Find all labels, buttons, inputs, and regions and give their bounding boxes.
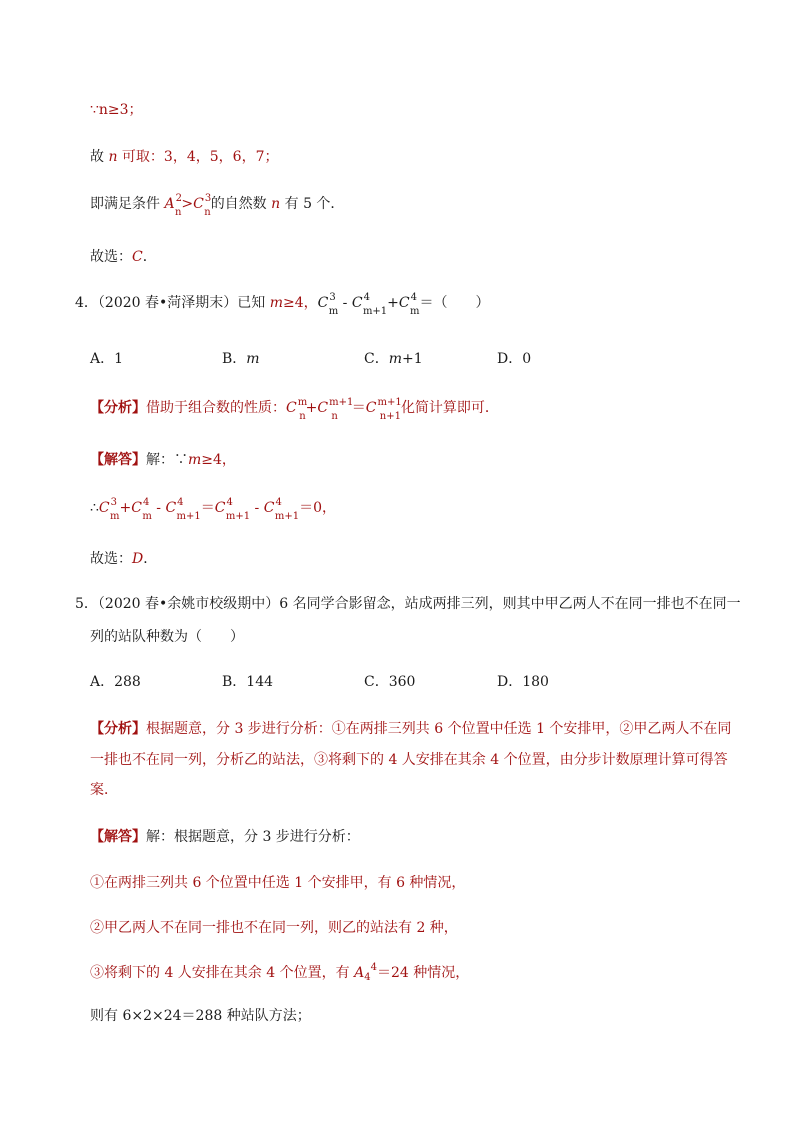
q4-answer [90,449,236,471]
op: - [338,295,352,311]
sub: m [142,511,152,522]
symbol-a: A [354,965,365,981]
op: + [119,500,132,516]
q5-analysis-2 [90,749,728,771]
values-line [90,146,278,168]
q5-option-c [364,671,415,691]
sup: m+1 [377,397,402,408]
text: 故选： [90,551,132,567]
q5-option-a [90,671,141,691]
text: ． [142,249,157,265]
q5-analysis-1 [90,718,731,740]
op: ＝ [351,400,366,416]
var-m: m [188,452,202,468]
q5-analysis-3 [90,779,118,801]
text: ＝（ ） [419,295,490,311]
sup: 4 [177,497,184,508]
text: 有 5 个． [280,196,345,212]
text: 列的站队种数为（ ） [90,629,244,645]
sub: m+1 [176,511,201,522]
choose-line-q3 [90,246,157,268]
q4-option-c [364,348,423,368]
sub: n [204,207,211,218]
var-m: m [269,295,283,311]
option-label: C．360 [364,674,416,690]
sub: m+1 [225,511,251,522]
analysis-tag: 【分析】 [90,721,146,737]
sup: 4 [226,497,233,508]
text: 根据题意，分 3 步进行分析：①在两排三列共 6 个位置中任选 1 个安排甲，②甲乙两人不在同 [146,721,732,737]
answer-tag: 【解答】 [90,452,146,468]
text: 借助于组合数的性质： [146,400,286,416]
text: 案． [90,782,118,798]
sub: m [110,511,120,522]
symbol-c: C [214,500,226,516]
op: - [151,500,166,516]
answer: C [132,249,143,265]
sup: 4 [370,962,377,973]
q4-option-b [222,348,260,368]
option-label: B．144 [222,674,274,690]
op: + [305,400,318,416]
text: ②甲乙两人不在同一排也不在同一列，则乙的站法有 2 种， [90,920,458,936]
option-label: C． [364,351,389,367]
condition-text: ∵n≥3； [90,102,143,118]
condition-line [90,99,143,121]
op: ＝ [200,500,215,516]
text: 解：∵ [146,452,188,468]
q4-option-a [90,348,123,368]
values-text: 可取：3，4，5，6，7； [117,149,279,165]
text: ． [143,551,158,567]
sub: m+1 [274,511,300,522]
q5-final [90,1005,311,1027]
sup: 4 [275,497,282,508]
sup: 3 [204,193,212,204]
sup: m+1 [329,397,354,408]
q5-step-2 [90,917,458,939]
question-4-stem [75,292,489,316]
answer-tag: 【解答】 [90,829,146,845]
text: 则有 6×2×24＝288 种站队方法； [90,1008,311,1024]
symbol-c: C [317,400,329,416]
text: 5．（2020 春•余姚市校级期中）6 名同学合影留念，站成两排三列，则其中甲乙两人不在同一排也不在同一 [75,596,741,612]
text: 故选： [90,249,132,265]
symbol-c: C [286,400,297,416]
sup: m [297,397,308,408]
analysis-tag: 【分析】 [90,400,146,416]
sub: n [331,411,338,422]
q4-analysis [90,397,499,421]
q4-choose [90,548,157,570]
text: ∴ [90,500,99,516]
answer: D [132,551,144,567]
option-label: D．180 [497,674,549,690]
text: 即满足条件 [90,196,165,212]
symbol-c: C [131,500,142,516]
text: ＝0， [299,500,336,516]
symbol-c: C [351,295,363,311]
symbol-a: A [164,196,175,212]
q5-option-d [497,671,549,691]
text: ①在两排三列共 6 个位置中任选 1 个安排甲，有 6 种情况， [90,875,466,891]
count-line [90,193,344,217]
var-m: m [246,351,260,367]
op: + [387,295,399,311]
option-label: A．1 [90,351,124,367]
sup: 4 [363,292,370,303]
sup: 4 [142,497,150,508]
text: ≥4， [282,295,318,311]
q5-step-3 [90,962,469,986]
sub: m+1 [362,306,388,317]
var-n: n [108,149,118,165]
sup: 2 [175,193,182,204]
text: 一排也不在同一列，分析乙的站法，③将剩下的 4 人安排在其余 4 个位置，由分步计数原理计算可得答 [90,752,728,768]
q5-step-1 [90,872,465,894]
question-5-stem-1 [75,593,741,615]
var-n: n [271,196,281,212]
text: ≥4， [201,452,236,468]
text: 4．（2020 春•菏泽期末）已知 [75,295,270,311]
symbol-c: C [98,500,110,516]
symbol-c: C [193,196,204,212]
text: 化简计算即可． [400,400,499,416]
sup: 3 [329,292,336,303]
symbol-c: C [398,295,410,311]
q5-answer [90,826,360,848]
gt: > [181,196,194,212]
sub: m [410,306,420,317]
text: 故 [90,149,109,165]
var-m: m [388,351,402,367]
sub: m [328,306,339,317]
question-5-stem-2 [90,626,244,648]
symbol-c: C [165,500,177,516]
sub: n [174,207,182,218]
option-label: D．0 [497,351,532,367]
sub: n+1 [379,411,401,422]
q4-option-d [497,348,531,368]
symbol-c: C [365,400,377,416]
option-label: B． [222,351,247,367]
sup: 3 [110,497,118,508]
text: +1 [402,351,423,367]
sup: 4 [410,292,417,303]
text: ＝24 种情况， [376,965,470,981]
q4-calculation [90,497,336,521]
op: - [250,500,264,516]
text: 解：根据题意，分 3 步进行分析： [146,829,360,845]
symbol-c: C [317,295,329,311]
option-label: A．288 [90,674,141,690]
text: 的自然数 [210,196,272,212]
symbol-c: C [263,500,275,516]
sub: 4 [364,972,371,983]
sub: n [299,411,306,422]
text: ③将剩下的 4 人安排在其余 4 个位置，有 [90,965,355,981]
q5-option-b [222,671,273,691]
